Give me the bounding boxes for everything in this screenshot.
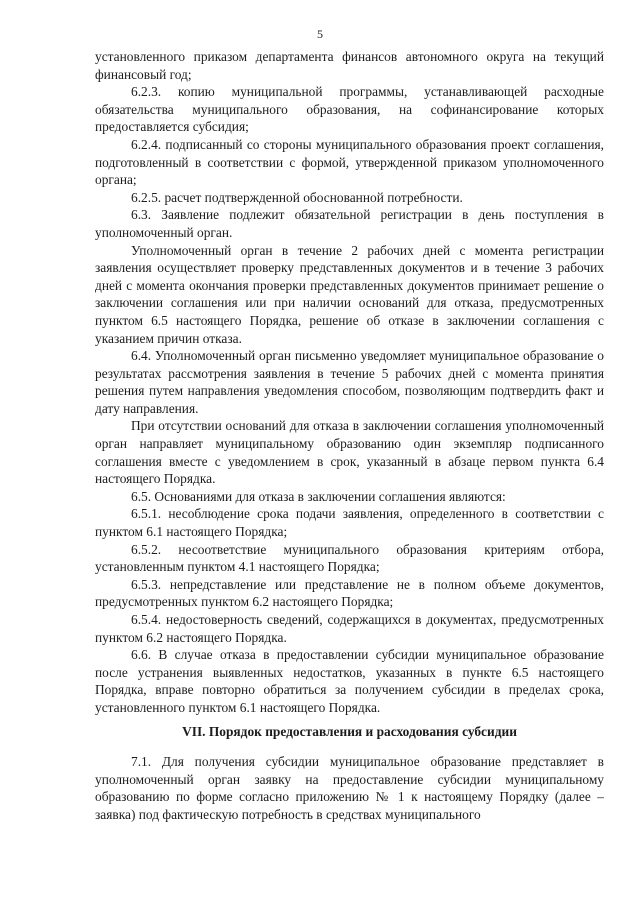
- paragraph-6-5-2: 6.5.2. несоответствие муниципального образования критериям отбора, установленным пунктом 4.1 настоящего Порядка;: [95, 541, 604, 575]
- paragraph-6-6: 6.6. В случае отказа в предоставлении субсидии муниципальное образование после устранения выявленных недостатков, указанных в пункте 6.5 настоящего Порядка, вправе повторно обратиться за получением субсидии в пределах срока, установленного пунктом 6.1 настоящего Порядка.: [95, 647, 604, 715]
- document-body: [95, 48, 604, 824]
- paragraph-6-3: 6.3. Заявление подлежит обязательной регистрации в день поступления в уполномоченный орган.: [95, 207, 604, 240]
- paragraph-6-2-5: 6.2.5. расчет подтвержденной обоснованной потребности.: [131, 189, 463, 205]
- paragraph-6-5-3: 6.5.3. непредставление или представление не в полном объеме документов, предусмотренных пунктом 6.2 настоящего Порядка;: [95, 576, 604, 610]
- page-number: 5: [317, 27, 323, 41]
- paragraph-6-2-4: 6.2.4. подписанный со стороны муниципального образования проект соглашения, подготовленный в соответствии с формой, утвержденной приказом уполномоченного органа;: [95, 136, 604, 188]
- paragraph-continuation: установленного приказом департамента финансов автономного округа на текущий финансовый год;: [95, 49, 604, 82]
- paragraph-6-2-3: 6.2.3. копию муниципальной программы, устанавливающей расходные обязательства муниципального образования, на софинансирование которых предоставляется субсидия;: [95, 84, 604, 135]
- paragraph-6-4-agreement: При отсутствии оснований для отказа в заключении соглашения уполномоченный орган направляет муниципальному образованию один экземпляр подписанного соглашения вместе с уведомлением в срок, указанный в абзаце первом пункта 6.4 настоящего Порядка.: [95, 418, 604, 487]
- paragraph-6-4: 6.4. Уполномоченный орган письменно уведомляет муниципальное образование о результатах рассмотрения заявления в течение 5 рабочих дней с момента принятия решения путем направления уведомления способом, позволяющим подтвердить факт и дату направления.: [95, 348, 604, 416]
- paragraph-7-1: 7.1. Для получения субсидии муниципальное образование представляет в уполномоченный орган заявку на предоставление субсидии муниципальному образованию по форме согласно приложению № 1 к настоящему Порядку (далее – заявка) под фактическую потребность в средствах муниципального: [95, 754, 604, 822]
- paragraph-6-5-4: 6.5.4. недостоверность сведений, содержащихся в документах, предусмотренных пунктом 6.2 настоящего Порядка.: [95, 612, 604, 645]
- paragraph-6-3-review: Уполномоченный орган в течение 2 рабочих дней с момента регистрации заявления осуществляет проверку представленных документов и в течение 3 рабочих дней с момента окончания проверки представленных документов принимает решение о заключении соглашения или при наличии оснований для отказа, предусмотренных пунктом 6.5 настоящего Порядка, решение об отказе в заключении соглашения с указанием причин отказа.: [95, 242, 604, 346]
- paragraph-6-5: 6.5. Основаниями для отказа в заключении соглашения являются:: [131, 488, 506, 504]
- paragraph-6-5-1: 6.5.1. несоблюдение срока подачи заявления, определенного в соответствии с пунктом 6.1 настоящего Порядка;: [95, 506, 604, 540]
- section-heading: VII. Порядок предоставления и расходования субсидии: [182, 723, 517, 739]
